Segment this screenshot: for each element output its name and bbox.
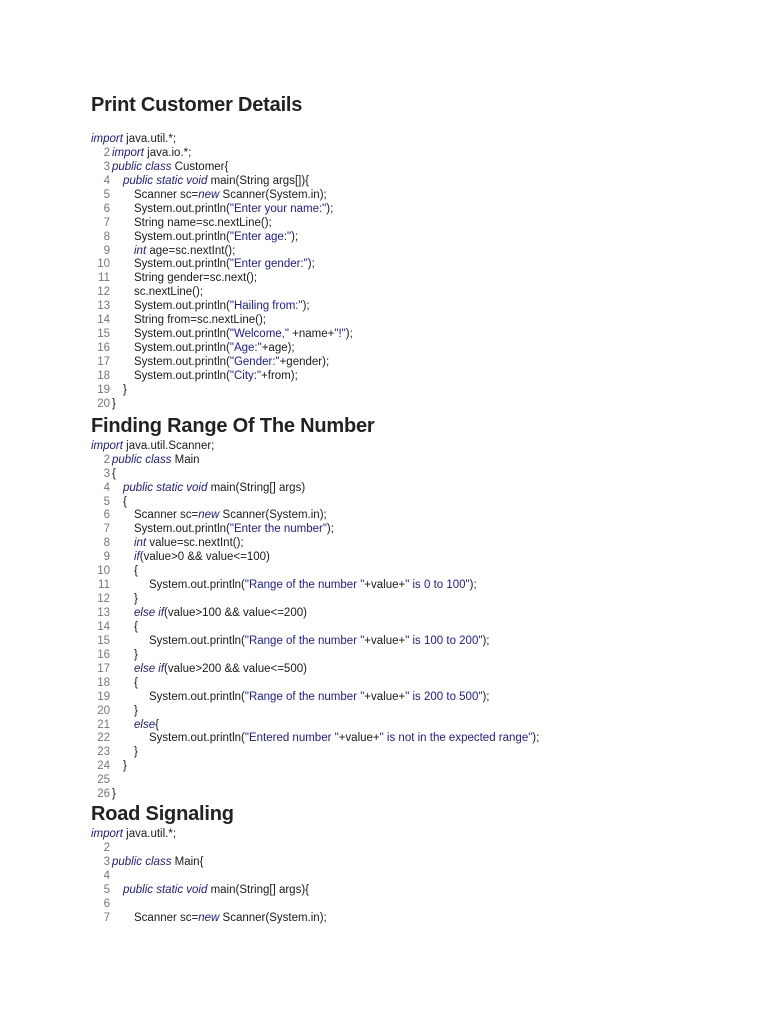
code-text: { <box>134 565 138 578</box>
code-text: ); <box>345 328 353 341</box>
code-text: ); <box>302 300 310 313</box>
line-number: 7 <box>103 216 110 229</box>
line-number: 6 <box>103 509 110 522</box>
line-number: 3 <box>103 160 110 173</box>
code-line <box>91 663 751 677</box>
line-number: 22 <box>97 732 110 745</box>
code-keyword: import <box>91 828 123 841</box>
code-keyword: else <box>134 718 156 731</box>
code-block <box>91 133 751 412</box>
code-text: value=sc.nextInt(); <box>146 537 244 550</box>
code-line <box>91 551 751 565</box>
line-number: 13 <box>97 607 110 619</box>
code-line <box>91 161 751 175</box>
code-line <box>91 635 751 649</box>
code-text: Scanner(System.in); <box>219 911 327 924</box>
code-keyword: else if <box>134 662 165 675</box>
code-string: " is 100 to 200" <box>405 634 483 647</box>
code-text: age=sc.nextInt(); <box>146 244 236 257</box>
code-text: Scanner sc= <box>134 911 199 924</box>
code-text: sc.nextLine(); <box>134 286 204 299</box>
code-keyword: else if <box>134 607 165 619</box>
code-text: System.out.println( <box>134 369 230 382</box>
code-text: main(String[] args) <box>210 481 306 494</box>
code-line <box>91 677 751 691</box>
code-text: ); <box>326 202 334 215</box>
document <box>91 93 751 926</box>
line-number: 8 <box>103 230 110 243</box>
code-text: (value>200 && value<=500) <box>164 662 307 675</box>
code-text: java.util.*; <box>126 133 177 145</box>
code-text: ); <box>469 579 477 592</box>
code-line <box>91 328 751 342</box>
code-text: { <box>155 718 159 731</box>
code-text: System.out.println( <box>134 356 230 368</box>
line-number: 10 <box>97 258 110 271</box>
code-line <box>91 565 751 579</box>
code-block <box>91 440 751 802</box>
code-text: System.out.println( <box>149 579 245 592</box>
code-string: "Enter age:" <box>229 230 292 243</box>
code-text: } <box>134 746 138 759</box>
code-text: System.out.println( <box>134 523 230 536</box>
code-line <box>91 300 751 314</box>
line-number: 5 <box>103 495 110 508</box>
code-line <box>91 245 751 259</box>
line-number: 5 <box>103 883 110 896</box>
code-text: } <box>134 704 138 717</box>
code-string: "Enter gender:" <box>229 258 308 271</box>
code-text: } <box>112 397 116 410</box>
code-line <box>91 258 751 272</box>
code-text: System.out.println( <box>134 202 230 215</box>
code-string: "!" <box>334 328 346 341</box>
code-text: ); <box>291 230 299 243</box>
code-text: System.out.println( <box>134 328 230 341</box>
code-text: java.util.*; <box>126 828 177 841</box>
code-line <box>91 705 751 719</box>
code-keyword: import <box>91 133 123 145</box>
code-line <box>91 384 751 398</box>
code-string: " is not in the expected range" <box>379 732 533 745</box>
code-line <box>91 649 751 663</box>
code-line <box>91 440 751 454</box>
code-keyword: public static void <box>123 883 208 896</box>
code-text: } <box>134 648 138 661</box>
code-text: System.out.println( <box>134 342 230 355</box>
code-text: +value+ <box>364 690 406 703</box>
line-number: 7 <box>103 911 110 924</box>
code-text: } <box>112 788 116 801</box>
code-line <box>91 482 751 496</box>
code-line <box>91 870 751 884</box>
line-number: 16 <box>97 648 110 661</box>
line-number: 4 <box>103 174 110 187</box>
line-number: 12 <box>97 593 110 606</box>
code-string: "Welcome," <box>229 328 289 341</box>
code-line <box>91 746 751 760</box>
code-text: ); <box>532 732 540 745</box>
code-text: (value>100 && value<=200) <box>164 607 307 619</box>
section-title: Finding Range Of The Number <box>91 414 375 437</box>
code-keyword: new <box>198 509 220 522</box>
code-text: ); <box>482 690 490 703</box>
code-string: "Range of the number " <box>244 579 365 592</box>
code-text: System.out.println( <box>134 230 230 243</box>
code-text: ); <box>307 258 315 271</box>
code-text: String from=sc.nextLine(); <box>134 314 266 327</box>
line-number: 2 <box>103 842 110 855</box>
code-text: String gender=sc.next(); <box>134 272 258 285</box>
code-text: Scanner sc= <box>134 188 199 201</box>
code-text: System.out.println( <box>134 300 230 313</box>
line-number: 14 <box>97 314 110 327</box>
code-text: +from); <box>261 369 298 382</box>
code-text: main(String[] args){ <box>210 883 310 896</box>
code-line <box>91 496 751 510</box>
line-number: 11 <box>98 272 110 285</box>
code-string: "Entered number " <box>244 732 339 745</box>
code-string: "Hailing from:" <box>229 300 303 313</box>
code-line <box>91 217 751 231</box>
code-line <box>91 189 751 203</box>
line-number: 21 <box>97 718 110 731</box>
code-keyword: public class <box>112 453 172 466</box>
code-text: +age); <box>261 342 295 355</box>
line-number: 2 <box>103 453 110 466</box>
code-text: Scanner(System.in); <box>219 509 327 522</box>
code-text: java.io.*; <box>147 146 192 159</box>
section-title: Print Customer Details <box>91 94 303 116</box>
code-text: java.util.Scanner; <box>126 439 215 452</box>
line-number: 11 <box>98 579 110 592</box>
code-text: Scanner(System.in); <box>219 188 327 201</box>
code-keyword: public static void <box>123 174 208 187</box>
code-text: { <box>134 676 138 689</box>
code-line <box>91 912 751 926</box>
code-line <box>91 370 751 384</box>
line-number: 23 <box>97 746 110 759</box>
code-line <box>91 175 751 189</box>
code-text: } <box>123 383 127 396</box>
code-line <box>91 898 751 912</box>
code-line <box>91 147 751 161</box>
code-line <box>91 732 751 746</box>
section-title: Road Signaling <box>91 803 234 826</box>
code-text: System.out.println( <box>149 732 245 745</box>
code-line <box>91 314 751 328</box>
code-line <box>91 788 751 802</box>
line-number: 8 <box>103 537 110 550</box>
code-line <box>91 509 751 523</box>
code-text: } <box>123 760 127 773</box>
line-number: 7 <box>103 523 110 536</box>
code-line <box>91 828 751 842</box>
line-number: 4 <box>103 869 110 882</box>
code-text: Scanner sc= <box>134 509 199 522</box>
code-line <box>91 356 751 370</box>
code-text: ); <box>326 523 334 536</box>
code-keyword: import <box>112 146 144 159</box>
code-string: "Gender:" <box>229 356 280 368</box>
code-text: { <box>112 467 116 480</box>
code-keyword: new <box>198 188 220 201</box>
line-number: 25 <box>97 774 110 787</box>
code-text: main(String args[]){ <box>210 174 310 187</box>
line-number: 19 <box>97 383 110 396</box>
line-number: 15 <box>97 634 110 647</box>
code-keyword: int <box>134 537 147 550</box>
line-number: 24 <box>97 760 110 773</box>
code-text: +value+ <box>338 732 380 745</box>
code-line <box>91 133 751 147</box>
code-keyword: if <box>134 551 140 564</box>
code-text: { <box>134 620 138 633</box>
code-text: Main <box>174 453 200 466</box>
code-string: "Range of the number " <box>244 690 365 703</box>
line-number: 3 <box>103 467 110 480</box>
line-number: 20 <box>97 704 110 717</box>
line-number: 6 <box>103 897 110 910</box>
code-string: " is 0 to 100" <box>405 579 470 592</box>
code-line <box>91 842 751 856</box>
code-keyword: import <box>91 439 123 452</box>
code-keyword: public class <box>112 856 172 868</box>
code-line <box>91 856 751 870</box>
code-line <box>91 691 751 705</box>
line-number: 26 <box>97 788 110 801</box>
code-line <box>91 231 751 245</box>
line-number: 2 <box>103 146 110 159</box>
code-line <box>91 719 751 733</box>
code-text: } <box>134 593 138 606</box>
line-number: 13 <box>97 300 110 313</box>
code-line <box>91 468 751 482</box>
code-text: +value+ <box>364 634 406 647</box>
code-string: "Enter the number" <box>229 523 327 536</box>
code-line <box>91 607 751 621</box>
code-keyword: int <box>134 244 147 257</box>
code-text: Main{ <box>174 856 204 868</box>
line-number: 9 <box>103 244 110 257</box>
code-line <box>91 398 751 412</box>
code-line <box>91 621 751 635</box>
line-number: 17 <box>97 356 110 368</box>
code-line <box>91 272 751 286</box>
code-keyword: public static void <box>123 481 208 494</box>
code-text: Customer{ <box>174 160 229 173</box>
code-line <box>91 454 751 468</box>
line-number: 5 <box>103 188 110 201</box>
code-line <box>91 760 751 774</box>
code-block <box>91 828 751 926</box>
code-keyword: new <box>198 911 220 924</box>
code-line <box>91 286 751 300</box>
code-keyword: public class <box>112 160 172 173</box>
code-line <box>91 593 751 607</box>
code-string: " is 200 to 500" <box>405 690 483 703</box>
line-number: 20 <box>97 397 110 410</box>
code-line <box>91 579 751 593</box>
code-string: "Age:" <box>229 342 262 355</box>
code-text: String name=sc.nextLine(); <box>134 216 272 229</box>
code-text: System.out.println( <box>149 690 245 703</box>
code-line <box>91 342 751 356</box>
line-number: 6 <box>103 202 110 215</box>
code-line <box>91 203 751 217</box>
code-text: { <box>123 495 127 508</box>
line-number: 14 <box>97 620 110 633</box>
line-number: 15 <box>97 328 110 341</box>
code-string: "City:" <box>229 369 262 382</box>
code-line <box>91 537 751 551</box>
code-text: +gender); <box>279 356 330 368</box>
code-text: ); <box>482 634 490 647</box>
code-text: +name+ <box>288 328 335 341</box>
line-number: 18 <box>97 676 110 689</box>
code-string: "Range of the number " <box>244 634 365 647</box>
line-number: 3 <box>103 856 110 868</box>
code-text: (value>0 && value<=100) <box>139 551 270 564</box>
code-string: "Enter your name:" <box>229 202 327 215</box>
code-line <box>91 523 751 537</box>
line-number: 10 <box>97 565 110 578</box>
code-text: System.out.println( <box>149 634 245 647</box>
line-number: 16 <box>97 342 110 355</box>
code-line <box>91 884 751 898</box>
line-number: 17 <box>97 662 110 675</box>
code-text: System.out.println( <box>134 258 230 271</box>
code-line <box>91 774 751 788</box>
line-number: 19 <box>97 690 110 703</box>
line-number: 12 <box>97 286 110 299</box>
line-number: 4 <box>103 481 110 494</box>
code-text: +value+ <box>364 579 406 592</box>
line-number: 9 <box>103 551 110 564</box>
line-number: 18 <box>97 369 110 382</box>
